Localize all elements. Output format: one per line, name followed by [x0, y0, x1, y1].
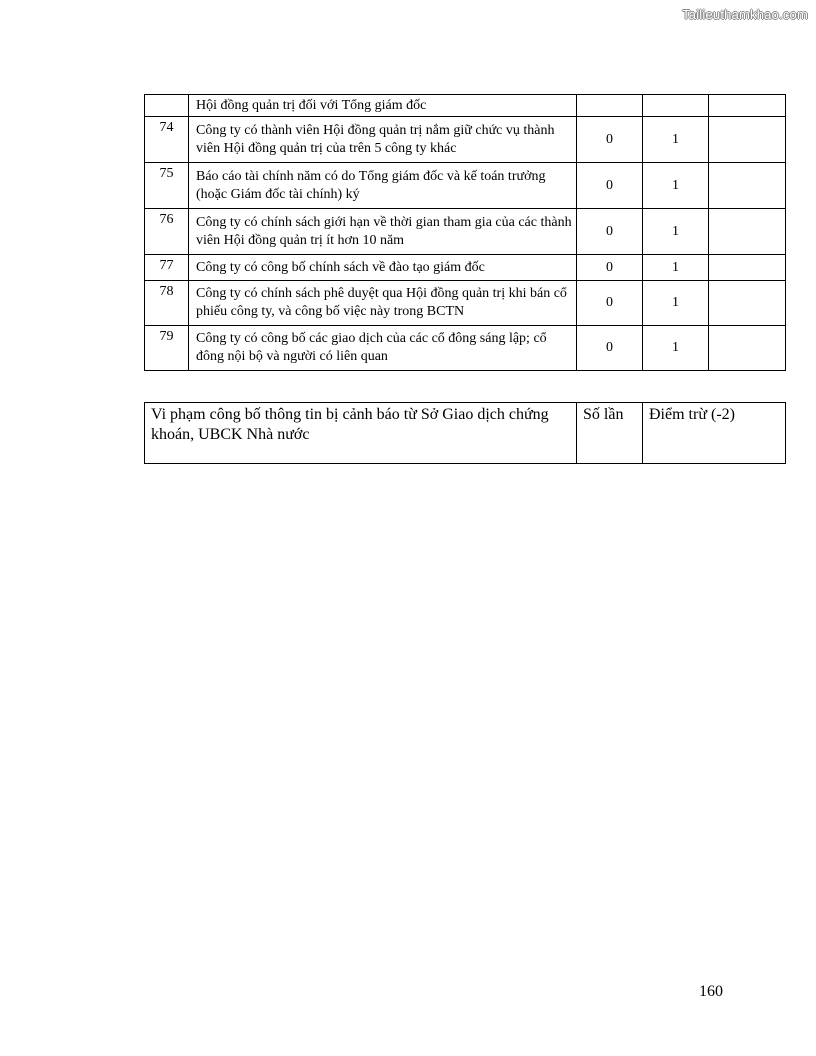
row-score-yes: 1 — [643, 117, 709, 163]
row-result — [709, 117, 786, 163]
row-number: 76 — [145, 209, 189, 255]
row-score-no: 0 — [577, 163, 643, 209]
row-criterion: Công ty có chính sách phê duyệt qua Hội đồng quản trị khi bán cổ phiếu công ty, và công bố việc này trong BCTN — [189, 281, 577, 326]
row-criterion: Công ty có thành viên Hội đồng quản trị nắm giữ chức vụ thành viên Hội đồng quản trị của trên 5 công ty khác — [189, 117, 577, 163]
row-criterion: Công ty có chính sách giới hạn về thời gian tham gia của các thành viên Hội đồng quản trị ít hơn 10 năm — [189, 209, 577, 255]
row-result — [709, 326, 786, 371]
table-row — [145, 326, 786, 371]
row-score-no: 0 — [577, 255, 643, 281]
row-score-no: 0 — [577, 326, 643, 371]
row-number: 78 — [145, 281, 189, 326]
criteria-table — [144, 94, 786, 371]
row-criterion: Công ty có công bố chính sách về đào tạo giám đốc — [189, 255, 577, 281]
table-row — [145, 255, 786, 281]
row-number — [145, 95, 189, 117]
row-score-no — [577, 95, 643, 117]
row-result — [709, 163, 786, 209]
row-number: 74 — [145, 117, 189, 163]
table-row — [145, 117, 786, 163]
row-number: 75 — [145, 163, 189, 209]
row-score-yes: 1 — [643, 281, 709, 326]
table-row — [145, 163, 786, 209]
table-row — [145, 403, 786, 464]
row-number: 79 — [145, 326, 189, 371]
row-score-no: 0 — [577, 281, 643, 326]
penalty-table — [144, 402, 786, 464]
row-score-yes — [643, 95, 709, 117]
row-score-no: 0 — [577, 117, 643, 163]
row-result — [709, 209, 786, 255]
row-score-yes: 1 — [643, 209, 709, 255]
row-criterion: Công ty có công bố các giao dịch của các cổ đông sáng lập; cổ đông nội bộ và người có liên quan — [189, 326, 577, 371]
row-score-yes: 1 — [643, 326, 709, 371]
row-result — [709, 281, 786, 326]
row-result — [709, 95, 786, 117]
penalty-description: Vi phạm công bố thông tin bị cảnh báo từ Sở Giao dịch chứng khoán, UBCK Nhà nước — [145, 403, 577, 464]
row-score-yes: 1 — [643, 255, 709, 281]
row-result — [709, 255, 786, 281]
watermark: Tailieuthamkhao.com — [682, 7, 808, 22]
page-number: 160 — [699, 983, 723, 1000]
row-score-yes: 1 — [643, 163, 709, 209]
table-row — [145, 95, 786, 117]
table-row — [145, 281, 786, 326]
penalty-count-header: Số lần — [577, 403, 643, 464]
row-criterion: Hội đồng quản trị đối với Tổng giám đốc — [189, 95, 577, 117]
table-row — [145, 209, 786, 255]
penalty-points-header: Điểm trừ (-2) — [643, 403, 786, 464]
row-criterion: Báo cáo tài chính năm có do Tổng giám đốc và kế toán trưởng (hoặc Giám đốc tài chính) ký — [189, 163, 577, 209]
row-number: 77 — [145, 255, 189, 281]
row-score-no: 0 — [577, 209, 643, 255]
